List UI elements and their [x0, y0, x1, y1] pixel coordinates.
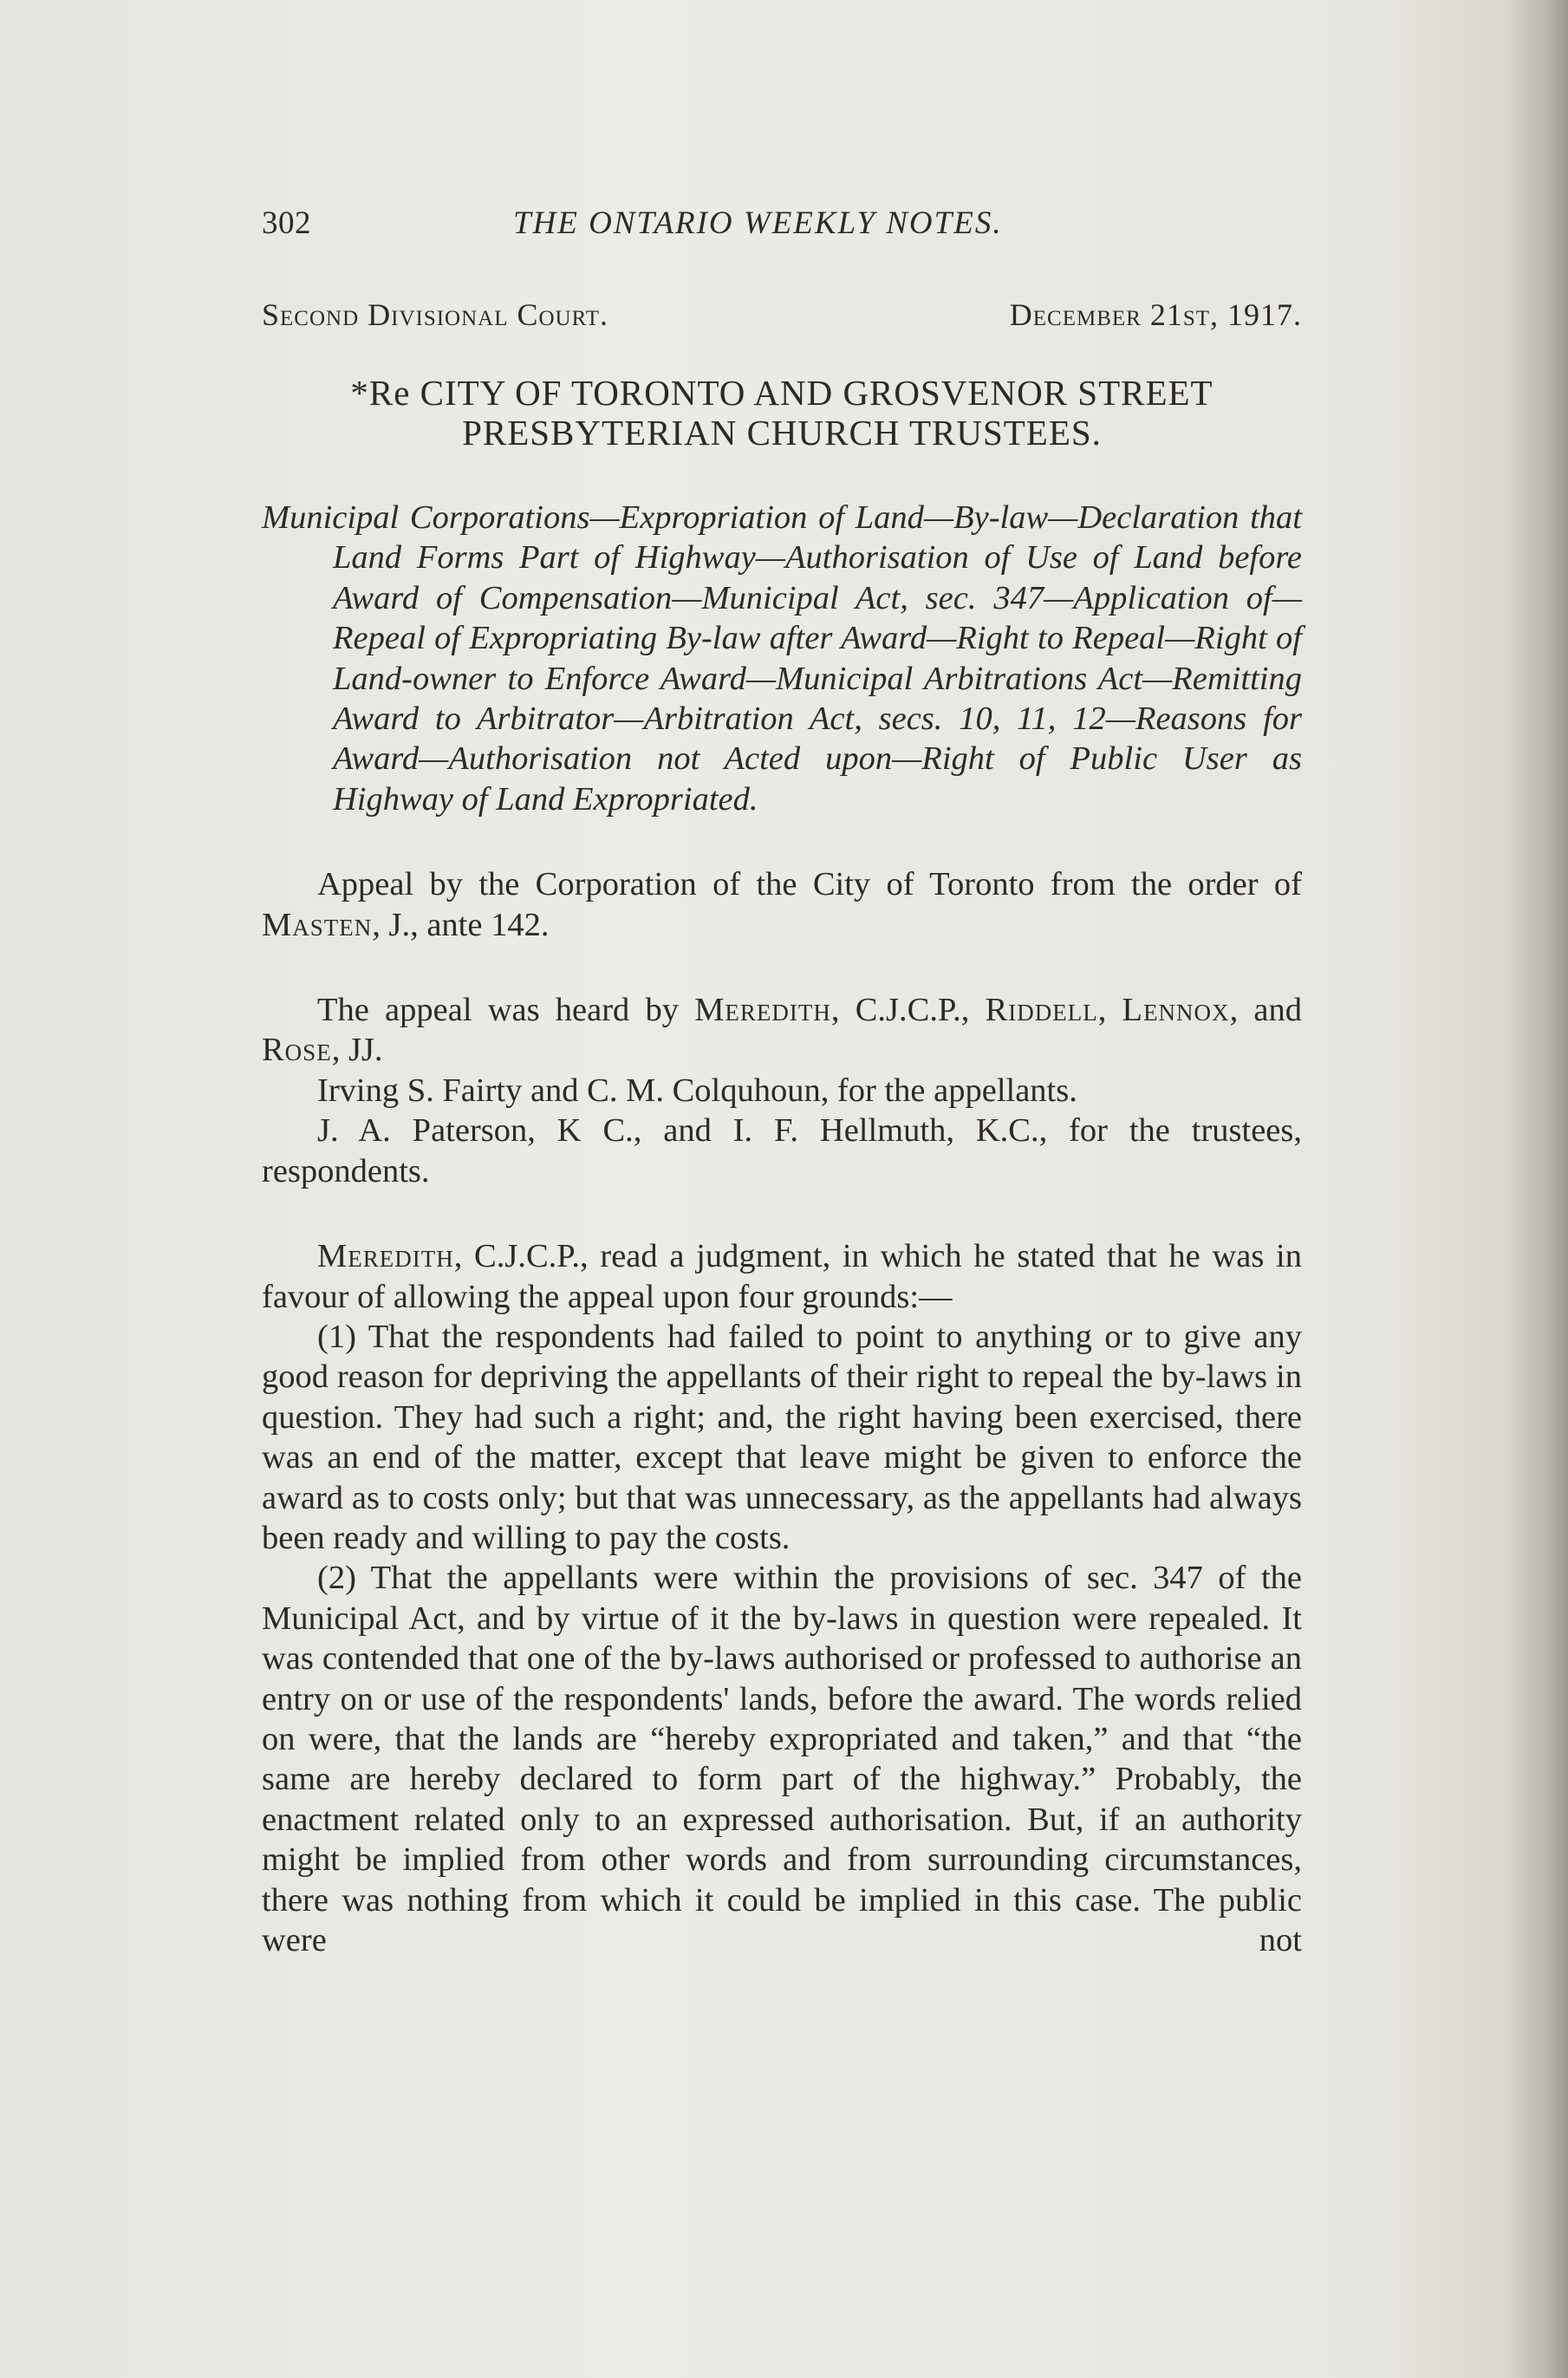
case-title-line-1: *Re CITY OF TORONTO AND GROSVENOR STREET	[350, 373, 1213, 413]
ground-2-paragraph: (2) That the appellants were within the provisions of sec. 347 of the Municipal Act, and by virtue of it the by-laws in question were repealed. It was contended that one of the by-laws authorised or professed to authorise an entry on or use of the respondents' lands, before the award. The words relied on were, that the lands are “hereby expropriated and taken,” and that “the same are hereby declared to form part of the highway.” Probably, the enactment related only to an expressed authorisation. But, if an authority might be implied from other words and from surrounding circumstances, there was nothing from which it could be implied in this case. The public were not	[262, 1560, 1302, 1958]
judgment-intro-text: , C.J.C.P., read a judgment, in which he stated that he was in favour of allowing the appeal upon four grounds:—	[262, 1238, 1302, 1315]
judge-name-masten: Masten	[262, 906, 373, 943]
heard-text-5: , JJ.	[331, 1032, 383, 1069]
appeal-text-after: , J., ante 142.	[372, 906, 550, 943]
heard-text-1: The appeal was heard by	[317, 992, 695, 1029]
judgment-intro	[262, 1236, 1302, 1317]
journal-title: THE ONTARIO WEEKLY NOTES.	[513, 205, 1003, 241]
judge-name-meredith-judgment: Meredith	[317, 1238, 454, 1275]
counsel-appellants: Irving S. Fairty and C. M. Colquhoun, for the appellants.	[317, 1072, 1077, 1109]
judge-name-meredith: Meredith	[694, 992, 831, 1029]
spine-shadow	[1507, 0, 1568, 2378]
court-line	[262, 296, 1302, 333]
judge-name-rose: Rose	[262, 1032, 332, 1069]
heard-text-3: ,	[1097, 992, 1122, 1029]
heard-paragraph	[262, 990, 1302, 1071]
judge-name-lennox: Lennox	[1122, 992, 1230, 1029]
case-title	[262, 373, 1302, 453]
page-text-block	[262, 205, 1302, 1960]
heard-text-2: , C.J.C.P.,	[830, 992, 986, 1029]
judge-name-riddell: Riddell	[985, 992, 1098, 1029]
headnote: Municipal Corporations—Expropriation of Land—By-law—Declaration that Land Forms Part of Highway—Authorisation of Use of Land before Award of Compensation—Municipal Act, sec. 347—Application of—Repeal of Expropriating By-law after Award—Right to Repeal—Right of Land-owner to Enforce Award—Municipal Arbitrations Act—Remitting Award to Arbitrator—Arbitration Act, secs. 10, 11, 12—Reasons for Award—Authorisation not Acted upon—Right of Public User as Highway of Land Expropriated.	[262, 499, 1302, 818]
counsel-respondents: J. A. Paterson, K C., and I. F. Hellmuth, K.C., for the trustees, respondents.	[262, 1112, 1302, 1189]
page-number: 302	[262, 205, 311, 241]
appeal-paragraph	[262, 864, 1302, 945]
court-name: Second Divisional Court.	[262, 297, 609, 332]
heard-text-4: , and	[1229, 992, 1302, 1029]
running-head	[262, 205, 1302, 257]
ground-1-paragraph: (1) That the respondents had failed to point to anything or to give any good reason for depriving the appellants of their right to repeal the by-laws in question. They had such a right; and, the right having been exercised, there was an end of the matter, except that leave might be given to enforce the award as to costs only; but that was unnecessary, as the appellants had always been ready and willing to pay the costs.	[262, 1318, 1302, 1556]
case-title-line-2: PRESBYTERIAN CHURCH TRUSTEES.	[462, 413, 1102, 453]
appeal-text-before: Appeal by the Corporation of the City of Toronto from the order of	[317, 866, 1302, 903]
judgment-date: December 21st, 1917.	[1009, 297, 1302, 332]
